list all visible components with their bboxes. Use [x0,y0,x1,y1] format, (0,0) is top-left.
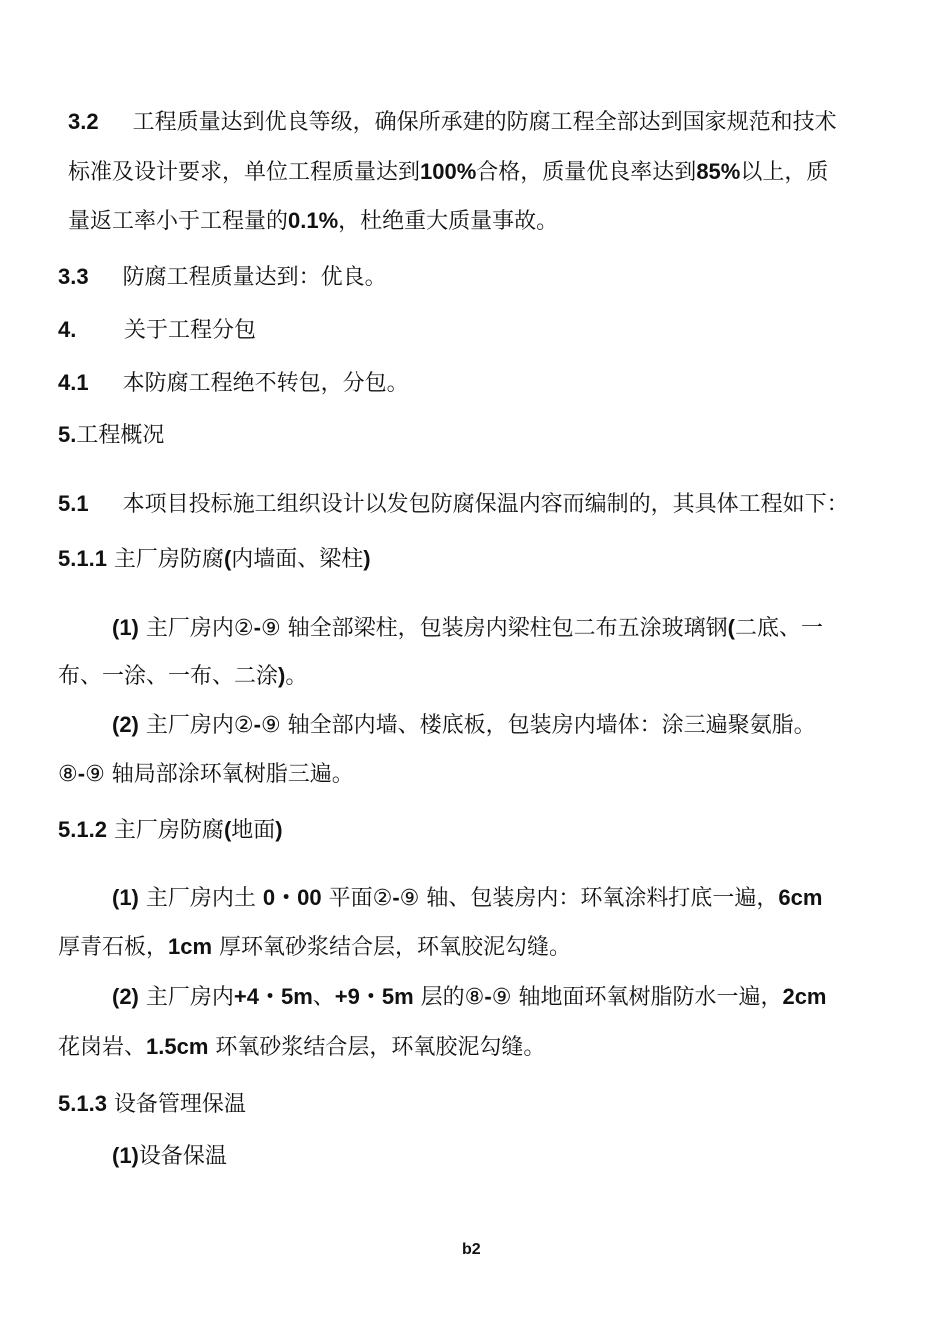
text: - [253,615,261,640]
text: 厚青石板， [58,935,169,960]
paren: ) [275,817,283,842]
text: 主厂房内② [138,616,254,641]
item-5-1-3-1 [112,1142,227,1171]
text: 标准及设计要求，单位工程质量达到 [68,160,421,185]
text: ( [727,615,735,640]
text: ⑧ [58,762,78,787]
para-5-1 [58,490,849,519]
text: ⑨ 轴全部梁柱，包装房内梁柱包二布五涂玻璃钢 [260,616,728,641]
para-4-1 [58,369,409,398]
text: 本防腐工程绝不转包，分包。 [122,371,409,396]
paren: ( [223,817,232,842]
item-5-1-2-1-line-1 [112,884,822,913]
item-label: (2) [112,712,139,737]
item-5-1-1-1-line-1 [112,614,823,643]
item-label: (1) [112,1143,139,1168]
section-number: 5.1 [58,491,89,516]
text: 地面 [231,818,276,843]
value: 0.1% [288,208,339,233]
value: 1cm [168,934,213,959]
text: ⑨ 轴地面环氧树脂防水一遍， [491,985,783,1010]
text: 二底、一 [734,616,823,641]
item-5-1-2-2-line-1 [112,983,827,1012]
section-number: 3.3 [58,264,89,289]
text: ⑨ 轴局部涂环氧树脂三遍。 [85,762,354,787]
text: 设备保温 [138,1144,227,1169]
para-5 [58,421,164,450]
text: 量返工率小于工程量的 [68,209,289,234]
text: 主厂房防腐 [106,818,224,843]
heading-5-1-1 [58,545,371,574]
para-4 [58,316,256,345]
text: 内墙面、梁柱 [231,547,364,572]
text: 环氧砂浆结合层，环氧胶泥勾缝。 [208,1035,546,1060]
value: +4・5m [233,984,313,1009]
section-number: 5. [58,422,77,447]
text: ⑨ 轴、包装房内：环氧涂料打底一遍， [399,886,779,911]
value: 100% [420,159,477,184]
para-3-2-line-3 [68,207,558,236]
value: 0・00 [262,885,322,910]
section-number: 4. [58,317,77,342]
para-3-2-line-2 [68,158,828,187]
text: ⑨ 轴全部内墙、楼底板，包装房内墙体：涂三遍聚氨脂。 [260,713,816,738]
value: 2cm [782,984,827,1009]
text: 工程质量达到优良等级，确保所承建的防腐工程全部达到国家规范和技术 [132,110,837,135]
paren: ( [223,546,232,571]
text: 、 [312,985,335,1010]
text: 主厂房防腐 [106,547,224,572]
text: - [484,984,492,1009]
item-5-1-1-2-line-2 [58,760,354,789]
text: ，杜绝重大质量事故。 [338,209,559,234]
text: 主厂房内② [138,713,254,738]
section-number: 5.1.3 [58,1091,107,1116]
section-number: 5.1.1 [58,546,107,571]
text: 。 [285,664,308,689]
text: 主厂房内土 [138,886,263,911]
text: 厚环氧砂浆结合层，环氧胶泥勾缝。 [212,935,572,960]
text: 防腐工程质量达到：优良。 [122,265,387,290]
heading-5-1-3 [58,1090,246,1119]
item-5-1-1-2-line-1 [112,711,816,740]
paren: ) [363,546,371,571]
text: - [253,712,261,737]
text: 花岗岩、 [58,1035,147,1060]
item-5-1-1-1-line-2 [58,662,307,691]
text: 工程概况 [76,423,165,448]
text: 层的⑧ [413,985,485,1010]
section-number: 3.2 [68,109,99,134]
text: - [77,761,86,786]
item-label: (1) [112,885,139,910]
value: 85% [696,159,741,184]
item-5-1-2-1-line-2 [58,933,571,962]
item-label: (1) [112,615,139,640]
heading-5-1-2 [58,816,283,845]
text: 布、一涂、一布、二涂 [58,664,279,689]
section-number: 4.1 [58,370,89,395]
page-number: b2 [462,1241,481,1258]
item-5-1-2-2-line-2 [58,1033,545,1062]
para-3-3 [58,263,387,292]
text: 设备管理保温 [106,1092,246,1117]
text: 以上，质 [740,160,829,185]
para-3-2-line-1 [68,108,837,137]
text: 平面② [321,886,393,911]
section-number: 5.1.2 [58,817,107,842]
text: 关于工程分包 [124,318,257,343]
text: ) [278,663,286,688]
text: 本项目投标施工组织设计以发包防腐保温内容而编制的，其具体工程如下： [122,492,849,517]
text: 主厂房内 [138,985,234,1010]
text: 合格，质量优良率达到 [476,160,697,185]
value: 1.5cm [146,1034,209,1059]
value: 6cm [778,885,823,910]
item-label: (2) [112,984,139,1009]
text: - [392,885,400,910]
value: +9・5m [334,984,414,1009]
